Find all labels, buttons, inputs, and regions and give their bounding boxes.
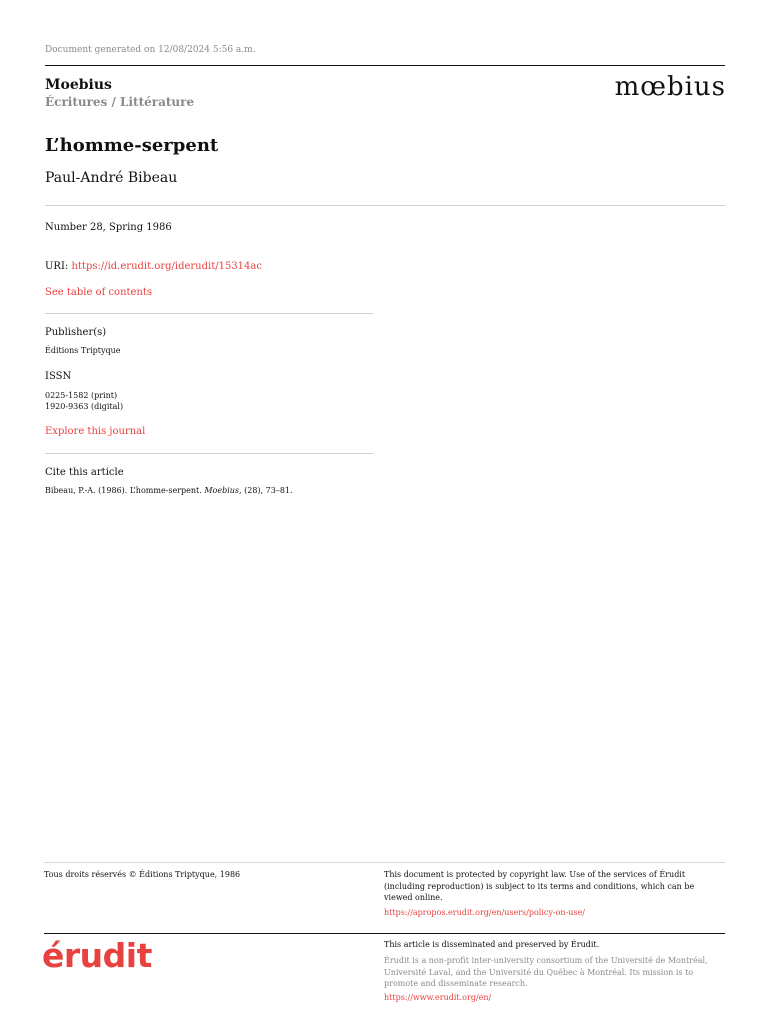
article-title: L’homme-serpent <box>45 135 219 156</box>
uri-link[interactable]: https://id.erudit.org/iderudit/15314ac <box>71 261 262 272</box>
section-divider <box>45 453 373 454</box>
journal-name: Moebius <box>45 77 112 93</box>
journal-section: Écritures / Littérature <box>45 95 195 109</box>
generated-date: Document generated on 12/08/2024 5:56 a.m. <box>45 45 256 55</box>
issn-digital: 1920-9363 (digital) <box>45 402 124 411</box>
citation-suffix: , (28), 73–81. <box>239 486 293 495</box>
erudit-logo: érudit <box>42 936 152 975</box>
citation-prefix: Bibeau, P.-A. (1986). L’homme-serpent. <box>45 486 205 495</box>
section-divider <box>45 313 373 314</box>
policy-link[interactable]: https://apropos.erudit.org/en/users/policy-on-use/ <box>384 908 585 917</box>
article-author: Paul-André Bibeau <box>45 170 178 186</box>
copyright-notice: This document is protected by copyright law. Use of the services of Érudit (including reproduction) is subject to its terms and conditions, which can be viewed online. <box>384 870 695 902</box>
erudit-link[interactable]: https://www.erudit.org/en/ <box>384 993 492 1002</box>
header-divider <box>45 65 725 66</box>
citation-journal: Moebius <box>204 486 240 495</box>
table-of-contents-link[interactable]: See table of contents <box>45 287 153 298</box>
title-divider <box>45 205 725 206</box>
footer-divider-bold <box>44 933 725 934</box>
dissemination-text: Érudit is a non-profit inter-university consortium of the Université de Montréal, Université Laval, and the Université du Québec à Montréal. Its mission is to promote and disseminate research. <box>384 956 708 988</box>
issn-values <box>45 390 123 412</box>
publisher-label: Publisher(s) <box>45 327 107 338</box>
publisher-value: Éditions Triptyque <box>45 346 121 355</box>
explore-journal-link[interactable]: Explore this journal <box>45 426 146 437</box>
citation-text <box>45 486 293 495</box>
issue-info: Number 28, Spring 1986 <box>45 222 172 233</box>
rights-notice: Tous droits réservés © Éditions Triptyque, 1986 <box>44 870 241 879</box>
issn-label: ISSN <box>45 371 72 382</box>
issn-print: 0225-1582 (print) <box>45 391 118 400</box>
dissemination-title: This article is disseminated and preserved by Érudit. <box>384 940 600 949</box>
cite-label: Cite this article <box>45 467 124 478</box>
footer-divider <box>44 862 725 863</box>
journal-logo: mœbius <box>614 72 726 102</box>
uri-label: URI: <box>45 261 72 272</box>
uri-line <box>45 261 262 272</box>
